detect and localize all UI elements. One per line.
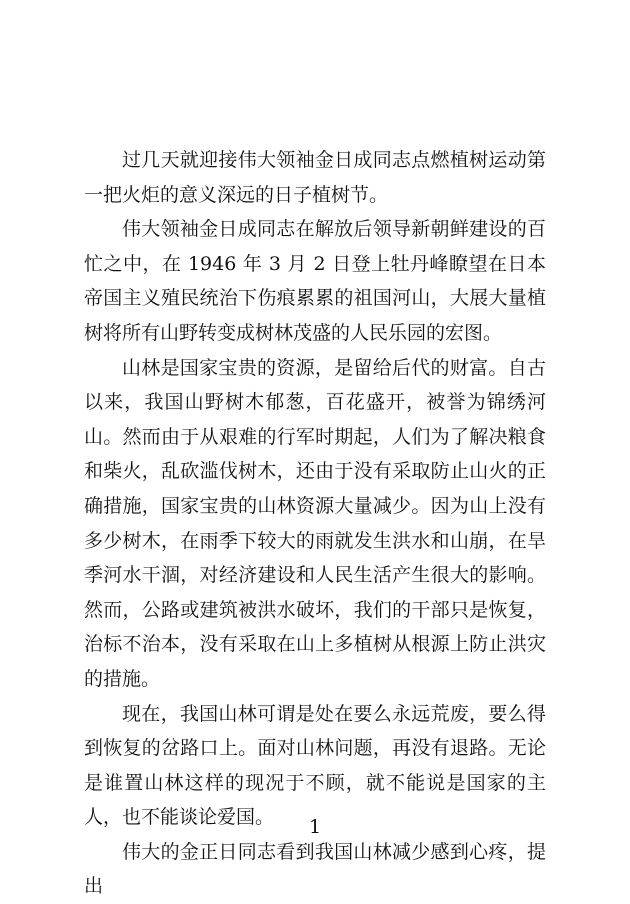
paragraph-5: 伟大的金正日同志看到我国山林减少感到心疼，提出 bbox=[84, 840, 546, 898]
page-number: 1 bbox=[308, 816, 322, 838]
paragraph-3: 山林是国家宝贵的资源，是留给后代的财富。自古以来，我国山野树木郁葱，百花盛开，被誉为锦绣河山。然而由于从艰难的行军时期起，人们为了解决粮食和柴火，乱砍滥伐树木，还由于没有采取防止山火的正确措施，国家宝贵的山林资源大量减少。因为山上没有多少树木，在雨季下较大的雨就发生洪水和山崩，在旱季河水干涸，对经济建设和人民生活产生很大的影响。然而，公路或建筑被洪水破坏，我们的干部只是恢复，治标不治本，没有采取在山上多植树从根源上防止洪灾的措施。 bbox=[84, 356, 546, 690]
paragraph-4: 现在，我国山林可谓是处在要么永远荒废，要么得到恢复的岔路口上。面对山林问题，再没有退路。无论是谁置山林这样的现况于不顾，就不能说是国家的主人，也不能谈论爱国。 bbox=[84, 702, 546, 829]
paragraph-2: 伟大领袖金日成同志在解放后领导新朝鲜建设的百忙之中，在 1946 年 3 月 2 日登上牡丹峰瞭望在日本帝国主义殖民统治下伤痕累累的祖国河山，大展大量植树将所有山野转变成树林茂盛的人民乐园的宏图。 bbox=[84, 218, 546, 344]
body-text bbox=[84, 143, 546, 904]
paragraph-1: 过几天就迎接伟大领袖金日成同志点燃植树运动第一把火炬的意义深远的日子植树节。 bbox=[84, 149, 546, 206]
